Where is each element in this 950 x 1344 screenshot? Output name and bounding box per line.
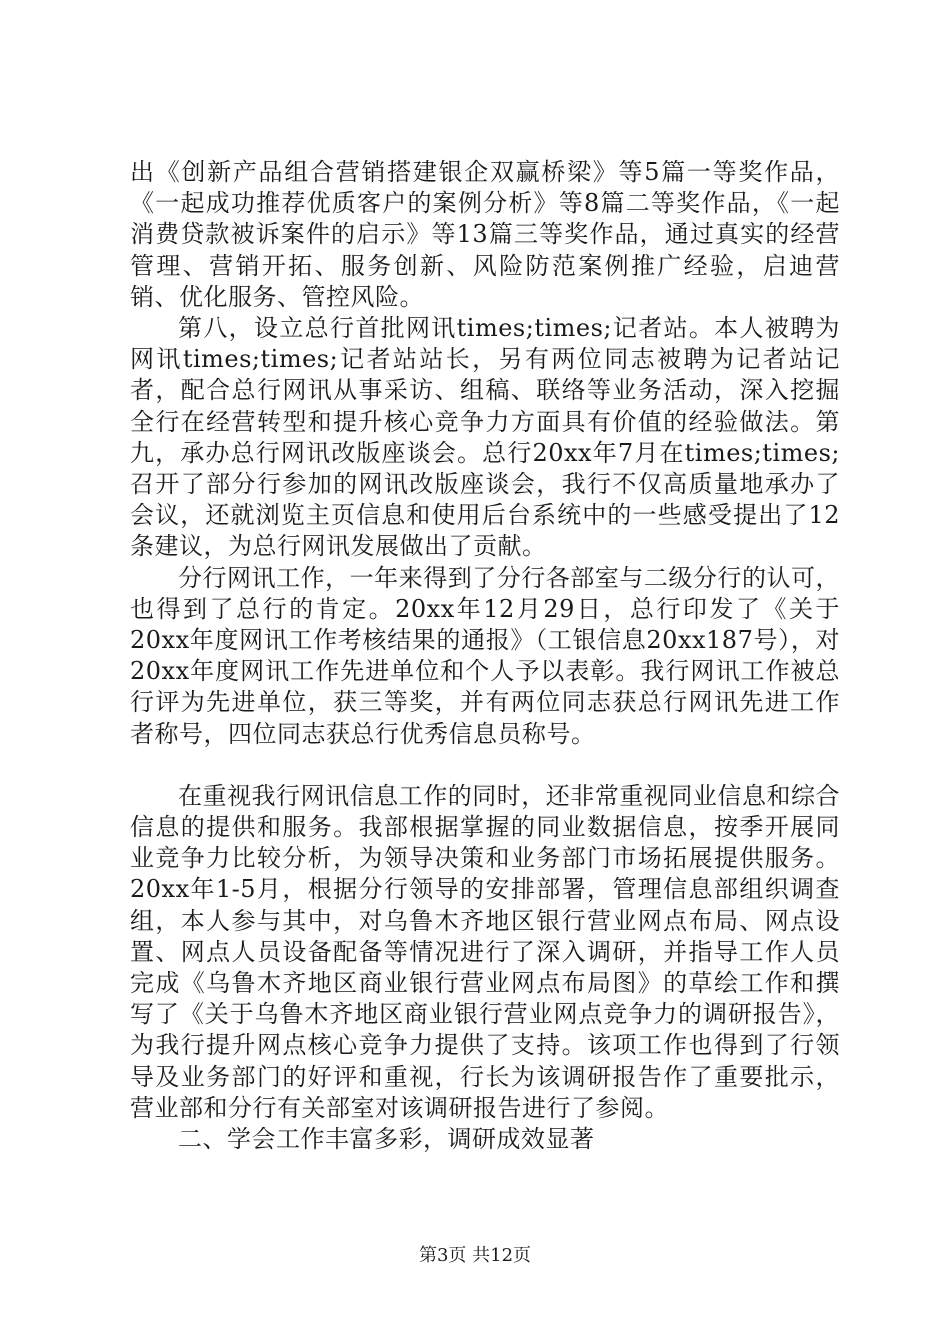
paragraph-spacer: [130, 750, 840, 781]
paragraph-branch-recognition: 分行网讯工作，一年来得到了分行各部室与二级分行的认可，也得到了总行的肯定。20xx年12月29日，总行印发了《关于20xx年度网讯工作考核结果的通报》（工银信息20xx187号），对20xx年度网讯工作先进单位和个人予以表彰。我行网讯工作被总行评为先进单位，获三等奖，并有两位同志获总行网讯先进工作者称号，四位同志获总行优秀信息员称号。: [130, 563, 840, 748]
section-heading-two: 二、学会工作丰富多彩，调研成效显著: [178, 1125, 595, 1154]
document-body: [130, 157, 840, 1155]
paragraph-news-station: 第八，设立总行首批网讯times;times;记者站。本人被聘为网讯times;times;记者站站长，另有两位同志被聘为记者站记者，配合总行网讯从事采访、组稿、联络等业务活动，深入挖掘全行在经营转型和提升核心竞争力方面具有价值的经验做法。第九，承办总行网讯改版座谈会。总行20xx年7月在times;times;召开了部分行参加的网讯改版座谈会，我行不仅高质量地承办了会议，还就浏览主页信息和使用后台系统中的一些感受提出了12条建议，为总行网讯发展做出了贡献。: [130, 314, 840, 561]
page-footer: [0, 1244, 950, 1268]
page-number-label: 第3页 共12页: [418, 1245, 532, 1266]
paragraph-peer-information: 在重视我行网讯信息工作的同时，还非常重视同业信息和综合信息的提供和服务。我部根据掌握的同业数据信息，按季开展同业竞争力比较分析，为领导决策和业务部门市场拓展提供服务。20xx年1-5月，根据分行领导的安排部署，管理信息部组织调查组，本人参与其中，对乌鲁木齐地区银行营业网点布局、网点设置、网点人员设备配备等情况进行了深入调研，并指导工作人员完成《乌鲁木齐地区商业银行营业网点布局图》的草绘工作和撰写了《关于乌鲁木齐地区商业银行营业网点竞争力的调研报告》，为我行提升网点核心竞争力提供了支持。该项工作也得到了行领导及业务部门的好评和重视，行长为该调研报告作了重要批示，营业部和分行有关部室对该调研报告进行了参阅。: [130, 781, 840, 1122]
paragraph-award-works: 出《创新产品组合营销搭建银企双赢桥梁》等5篇一等奖作品，《一起成功推荐优质客户的案例分析》等8篇二等奖作品，《一起消费贷款被诉案件的启示》等13篇三等奖作品，通过真实的经营管理、营销开拓、服务创新、风险防范案例推广经验，启迪营销、优化服务、管控风险。: [130, 158, 840, 311]
